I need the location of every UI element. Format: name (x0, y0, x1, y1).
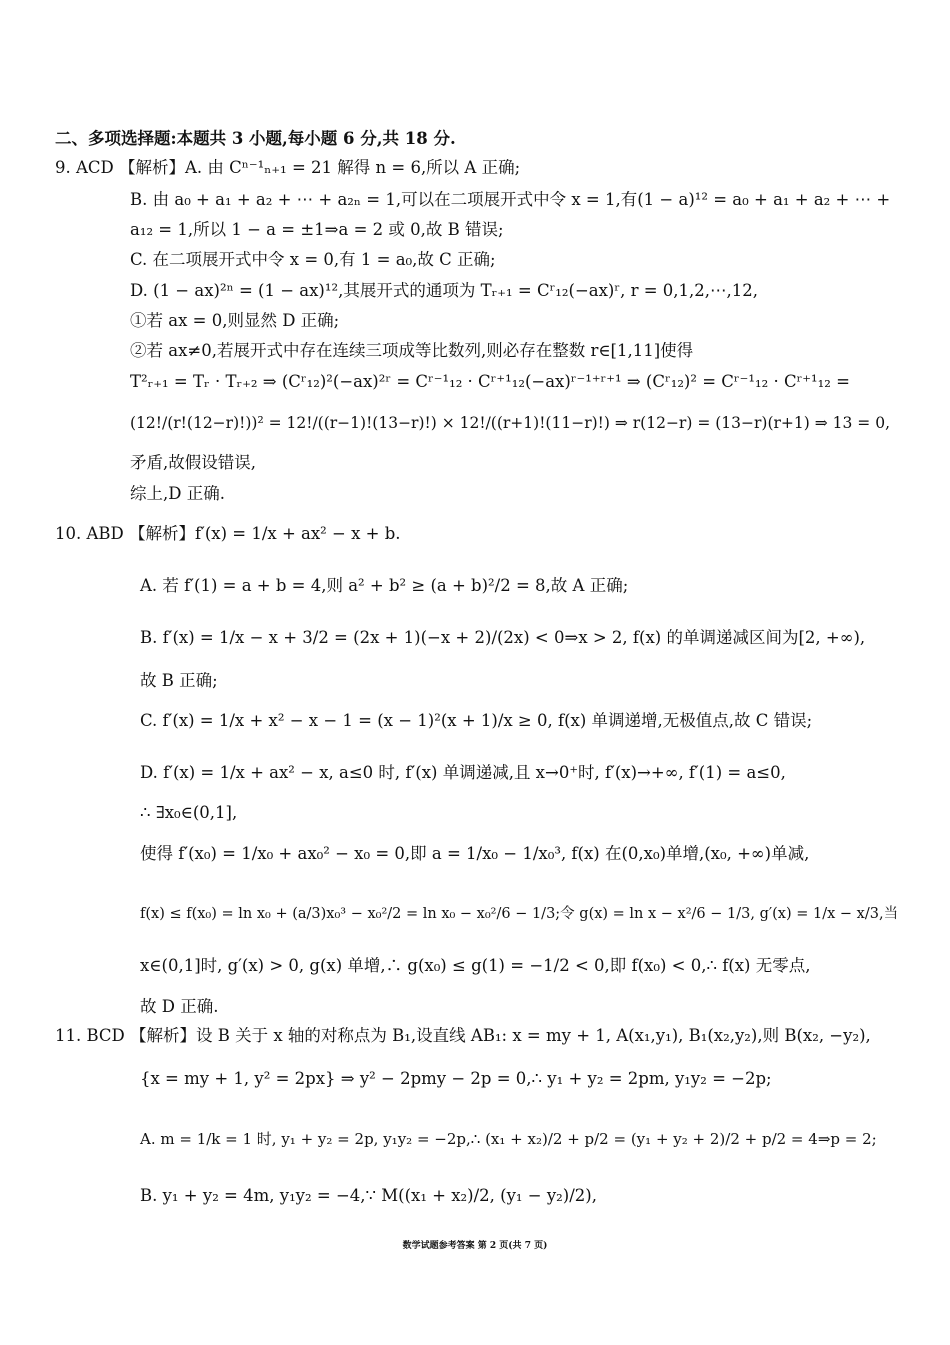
q9-line: D. (1 − ax)²ⁿ = (1 − ax)¹²,其展开式的通项为 Tᵣ₊₁ = Cʳ₁₂(−ax)ʳ, r = 0,1,2,⋯,12, (130, 281, 759, 300)
q10-line: ∴ ∃x₀∈(0,1], (140, 803, 238, 822)
q9-line: a₁₂ = 1,所以 1 − a = ±1⇒a = 2 或 0,故 B 错误; (130, 220, 504, 239)
q10-line: 使得 f′(x₀) = 1/x₀ + ax₀² − x₀ = 0,即 a = 1/x₀ − 1/x₀³, f(x) 在(0,x₀)单增,(x₀, +∞)单减, (140, 844, 810, 863)
section-title: 二、多项选择题:本题共 3 小题,每小题 6 分,共 18 分. (55, 129, 456, 148)
page-footer: 数学试题参考答案 第 2 页(共 7 页) (402, 1241, 548, 1251)
q9-line: B. 由 a₀ + a₁ + a₂ + ⋯ + a₂ₙ = 1,可以在二项展开式中令 x = 1,有(1 − a)¹² = a₀ + a₁ + a₂ + ⋯ + (130, 190, 891, 209)
q9-line: T²ᵣ₊₁ = Tᵣ · Tᵣ₊₂ ⇒ (Cʳ₁₂)²(−ax)²ʳ = Cʳ⁻¹₁₂ · Cʳ⁺¹₁₂(−ax)ʳ⁻¹⁺ʳ⁺¹ ⇒ (Cʳ₁₂)² = Cʳ⁻¹₁₂ · Cʳ⁺¹₁₂ = (130, 372, 850, 391)
q10-line: B. f′(x) = 1/x − x + 3/2 = (2x + 1)(−x + 2)/(2x) < 0⇒x > 2, f(x) 的单调递减区间为[2, +∞), (140, 628, 866, 647)
q9-line: C. 在二项展开式中令 x = 0,有 1 = a₀,故 C 正确; (130, 250, 496, 269)
q9-line: ②若 ax≠0,若展开式中存在连续三项成等比数列,则必存在整数 r∈[1,11]使得 (130, 341, 694, 360)
q9-line: ①若 ax = 0,则显然 D 正确; (130, 311, 340, 330)
q10-line: C. f′(x) = 1/x + x² − x − 1 = (x − 1)²(x + 1)/x ≥ 0, f(x) 单调递增,无极值点,故 C 错误; (140, 711, 813, 730)
q9-line: (12!/(r!(12−r)!))² = 12!/((r−1)!(13−r)!) × 12!/((r+1)!(11−r)!) ⇒ r(12−r) = (13−r)(r+1) ⇒ 13 = 0, (130, 414, 890, 432)
q11-line: A. m = 1/k = 1 时, y₁ + y₂ = 2p, y₁y₂ = −2p,∴ (x₁ + x₂)/2 + p/2 = (y₁ + y₂ + 2)/2 + p/2 = 4⇒p = 2; (140, 1130, 877, 1148)
q10-line: f(x) ≤ f(x₀) = ln x₀ + (a/3)x₀³ − x₀²/2 = ln x₀ − x₀²/6 − 1/3;令 g(x) = ln x − x²/6 − 1/3, g′(x) = 1/x − x/3,当 (140, 906, 899, 922)
q9-line: 综上,D 正确. (130, 484, 225, 503)
q11-line: 11. BCD 【解析】设 B 关于 x 轴的对称点为 B₁,设直线 AB₁: x = my + 1, A(x₁,y₁), B₁(x₂,y₂),则 B(x₂, −y₂), (55, 1026, 871, 1045)
q10-line: 故 D 正确. (140, 997, 219, 1016)
q10-line: 10. ABD 【解析】f′(x) = 1/x + ax² − x + b. (55, 524, 401, 543)
q10-line: A. 若 f′(1) = a + b = 4,则 a² + b² ≥ (a + b)²/2 = 8,故 A 正确; (140, 576, 629, 595)
q9-line: 9. ACD 【解析】A. 由 Cⁿ⁻¹ₙ₊₁ = 21 解得 n = 6,所以 A 正确; (55, 158, 521, 177)
q10-line: x∈(0,1]时, g′(x) > 0, g(x) 单增,∴ g(x₀) ≤ g(1) = −1/2 < 0,即 f(x₀) < 0,∴ f(x) 无零点, (140, 956, 811, 975)
q9-line: 矛盾,故假设错误, (130, 453, 256, 472)
q10-line: D. f′(x) = 1/x + ax² − x, a≤0 时, f′(x) 单调递减,且 x→0⁺时, f′(x)→+∞, f′(1) = a≤0, (140, 763, 786, 782)
q11-line: B. y₁ + y₂ = 4m, y₁y₂ = −4,∵ M((x₁ + x₂)/2, (y₁ − y₂)/2), (140, 1186, 597, 1205)
q10-line: 故 B 正确; (140, 671, 218, 690)
q11-line: {x = my + 1, y² = 2px} ⇒ y² − 2pmy − 2p = 0,∴ y₁ + y₂ = 2pm, y₁y₂ = −2p; (140, 1069, 772, 1088)
